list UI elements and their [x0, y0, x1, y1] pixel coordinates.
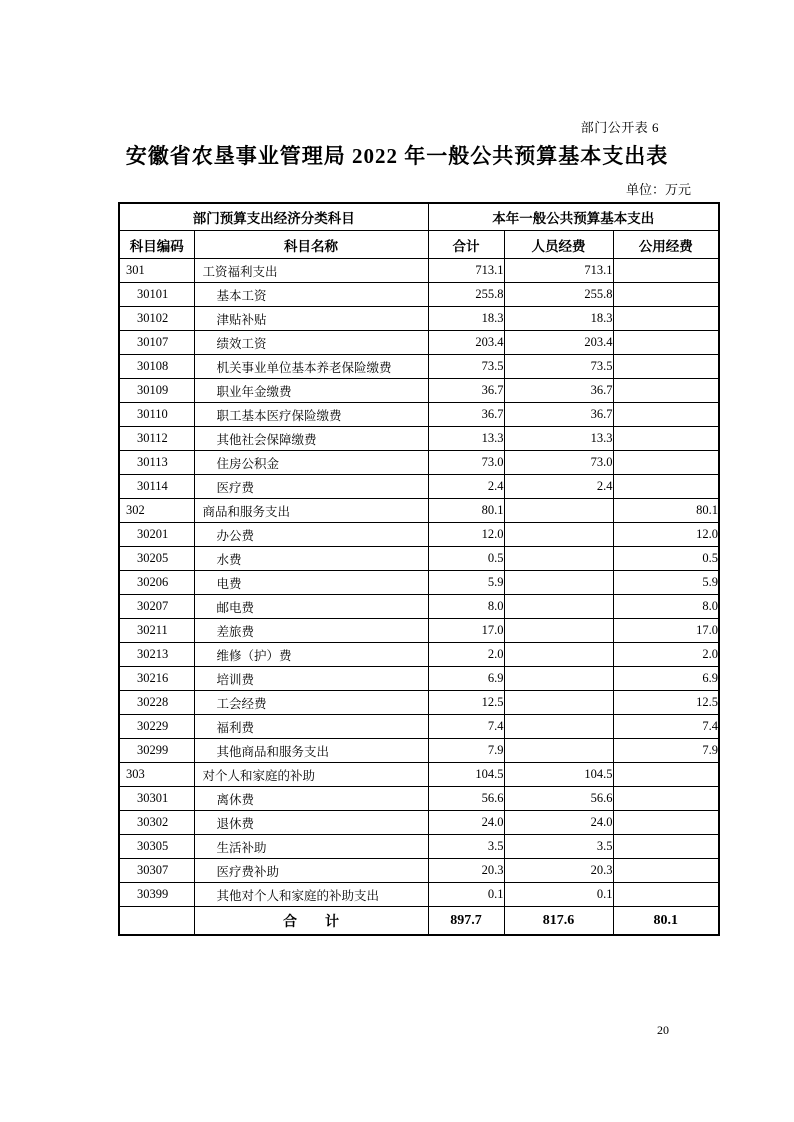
table-caption: 部门公开表 6: [580, 120, 659, 135]
col-header-total: 合计: [428, 231, 504, 259]
cell-total: 8.0: [428, 595, 504, 619]
cell-personnel: 0.1: [504, 883, 613, 907]
cell-public: [613, 259, 719, 283]
cell-subject-code: 30307: [119, 859, 194, 883]
cell-subject-name: 职业年金缴费: [194, 379, 428, 403]
cell-subject-code: 302: [119, 499, 194, 523]
cell-subject-name: 维修（护）费: [194, 643, 428, 667]
table-row: [119, 499, 719, 523]
cell-personnel: [504, 619, 613, 643]
total-row-public: 80.1: [613, 907, 719, 936]
cell-personnel: 36.7: [504, 379, 613, 403]
table-row: [119, 619, 719, 643]
table-row: [119, 643, 719, 667]
table-row: [119, 715, 719, 739]
cell-total: 12.5: [428, 691, 504, 715]
budget-table: [118, 202, 720, 936]
cell-total: 5.9: [428, 571, 504, 595]
cell-subject-code: 30206: [119, 571, 194, 595]
table-row: [119, 355, 719, 379]
cell-subject-code: 30302: [119, 811, 194, 835]
cell-subject-name: 办公费: [194, 523, 428, 547]
page-number: 20: [657, 1023, 669, 1037]
col-header-personnel: 人员经费: [504, 231, 613, 259]
cell-total: 80.1: [428, 499, 504, 523]
table-row: [119, 595, 719, 619]
cell-public: [613, 451, 719, 475]
total-row-total: 897.7: [428, 907, 504, 936]
cell-public: 5.9: [613, 571, 719, 595]
cell-public: [613, 811, 719, 835]
cell-total: 13.3: [428, 427, 504, 451]
cell-public: 2.0: [613, 643, 719, 667]
cell-personnel: 104.5: [504, 763, 613, 787]
table-row: [119, 739, 719, 763]
total-row-label: 合 计: [194, 907, 428, 936]
table-row: [119, 787, 719, 811]
cell-public: 8.0: [613, 595, 719, 619]
cell-subject-name: 退休费: [194, 811, 428, 835]
cell-subject-code: 30112: [119, 427, 194, 451]
cell-personnel: 18.3: [504, 307, 613, 331]
cell-subject-code: 30205: [119, 547, 194, 571]
cell-public: [613, 331, 719, 355]
cell-subject-code: 30109: [119, 379, 194, 403]
cell-subject-code: 30201: [119, 523, 194, 547]
cell-total: 7.4: [428, 715, 504, 739]
cell-personnel: [504, 667, 613, 691]
table-row: [119, 475, 719, 499]
cell-total: 56.6: [428, 787, 504, 811]
cell-subject-name: 工会经费: [194, 691, 428, 715]
cell-subject-name: 培训费: [194, 667, 428, 691]
cell-subject-name: 医疗费: [194, 475, 428, 499]
cell-personnel: [504, 595, 613, 619]
cell-public: [613, 283, 719, 307]
table-row: [119, 547, 719, 571]
cell-personnel: 56.6: [504, 787, 613, 811]
cell-subject-code: 30107: [119, 331, 194, 355]
cell-subject-code: 30229: [119, 715, 194, 739]
cell-public: 7.4: [613, 715, 719, 739]
cell-public: [613, 307, 719, 331]
cell-subject-code: 30211: [119, 619, 194, 643]
table-row: [119, 451, 719, 475]
cell-personnel: 713.1: [504, 259, 613, 283]
cell-total: 0.1: [428, 883, 504, 907]
cell-subject-code: 30113: [119, 451, 194, 475]
cell-public: 80.1: [613, 499, 719, 523]
header-group-budget: 本年一般公共预算基本支出: [428, 203, 719, 231]
cell-total: 20.3: [428, 859, 504, 883]
table-row: [119, 763, 719, 787]
cell-subject-name: 水费: [194, 547, 428, 571]
cell-personnel: 2.4: [504, 475, 613, 499]
cell-subject-name: 基本工资: [194, 283, 428, 307]
cell-personnel: [504, 715, 613, 739]
cell-subject-name: 津贴补贴: [194, 307, 428, 331]
cell-subject-name: 离休费: [194, 787, 428, 811]
cell-subject-code: 30102: [119, 307, 194, 331]
total-row: [119, 907, 719, 936]
header-group-classification: 部门预算支出经济分类科目: [119, 203, 428, 231]
table-row: [119, 835, 719, 859]
col-header-subject-name: 科目名称: [194, 231, 428, 259]
page-title: 安徽省农垦事业管理局 2022 年一般公共预算基本支出表: [125, 144, 669, 168]
cell-total: 73.0: [428, 451, 504, 475]
cell-subject-name: 绩效工资: [194, 331, 428, 355]
cell-public: 17.0: [613, 619, 719, 643]
cell-public: [613, 883, 719, 907]
header-group-row: [119, 203, 719, 231]
cell-subject-code: 30108: [119, 355, 194, 379]
cell-personnel: 203.4: [504, 331, 613, 355]
table-row: [119, 667, 719, 691]
cell-total: 255.8: [428, 283, 504, 307]
total-row-code-cell: [119, 907, 194, 936]
cell-personnel: 73.5: [504, 355, 613, 379]
cell-subject-name: 机关事业单位基本养老保险缴费: [194, 355, 428, 379]
table-row: [119, 883, 719, 907]
cell-subject-code: 30207: [119, 595, 194, 619]
cell-subject-name: 工资福利支出: [194, 259, 428, 283]
table-body: [119, 259, 719, 907]
table-row: [119, 691, 719, 715]
cell-subject-code: 30114: [119, 475, 194, 499]
cell-subject-name: 福利费: [194, 715, 428, 739]
cell-total: 24.0: [428, 811, 504, 835]
cell-subject-name: 职工基本医疗保险缴费: [194, 403, 428, 427]
cell-personnel: [504, 499, 613, 523]
cell-personnel: [504, 547, 613, 571]
cell-personnel: 20.3: [504, 859, 613, 883]
cell-subject-code: 30101: [119, 283, 194, 307]
cell-subject-name: 差旅费: [194, 619, 428, 643]
cell-personnel: 13.3: [504, 427, 613, 451]
cell-personnel: [504, 739, 613, 763]
cell-subject-name: 邮电费: [194, 595, 428, 619]
cell-subject-code: 30399: [119, 883, 194, 907]
cell-total: 2.4: [428, 475, 504, 499]
cell-public: [613, 427, 719, 451]
cell-personnel: [504, 643, 613, 667]
cell-subject-name: 商品和服务支出: [194, 499, 428, 523]
table-row: [119, 283, 719, 307]
cell-subject-code: 30228: [119, 691, 194, 715]
cell-total: 713.1: [428, 259, 504, 283]
cell-total: 17.0: [428, 619, 504, 643]
table-row: [119, 331, 719, 355]
col-header-subject-code: 科目编码: [119, 231, 194, 259]
cell-total: 73.5: [428, 355, 504, 379]
cell-subject-name: 其他商品和服务支出: [194, 739, 428, 763]
cell-subject-name: 医疗费补助: [194, 859, 428, 883]
cell-subject-name: 生活补助: [194, 835, 428, 859]
cell-personnel: 73.0: [504, 451, 613, 475]
table-row: [119, 427, 719, 451]
cell-subject-name: 其他对个人和家庭的补助支出: [194, 883, 428, 907]
cell-subject-code: 30305: [119, 835, 194, 859]
cell-subject-code: 30216: [119, 667, 194, 691]
cell-public: [613, 835, 719, 859]
table-row: [119, 307, 719, 331]
cell-subject-code: 30110: [119, 403, 194, 427]
cell-public: [613, 379, 719, 403]
table-row: [119, 859, 719, 883]
cell-total: 2.0: [428, 643, 504, 667]
cell-subject-name: 其他社会保障缴费: [194, 427, 428, 451]
table-row: [119, 259, 719, 283]
cell-public: [613, 763, 719, 787]
cell-total: 7.9: [428, 739, 504, 763]
cell-subject-code: 30301: [119, 787, 194, 811]
table-row: [119, 523, 719, 547]
cell-total: 36.7: [428, 403, 504, 427]
cell-total: 203.4: [428, 331, 504, 355]
cell-subject-name: 对个人和家庭的补助: [194, 763, 428, 787]
cell-total: 6.9: [428, 667, 504, 691]
cell-public: 12.0: [613, 523, 719, 547]
cell-total: 104.5: [428, 763, 504, 787]
cell-personnel: [504, 523, 613, 547]
cell-total: 3.5: [428, 835, 504, 859]
column-header-row: [119, 231, 719, 259]
cell-public: [613, 787, 719, 811]
cell-public: [613, 355, 719, 379]
cell-personnel: 36.7: [504, 403, 613, 427]
cell-public: 0.5: [613, 547, 719, 571]
cell-total: 18.3: [428, 307, 504, 331]
cell-public: [613, 859, 719, 883]
cell-personnel: 255.8: [504, 283, 613, 307]
cell-subject-name: 电费: [194, 571, 428, 595]
cell-public: 12.5: [613, 691, 719, 715]
cell-subject-code: 30299: [119, 739, 194, 763]
cell-personnel: 3.5: [504, 835, 613, 859]
cell-total: 36.7: [428, 379, 504, 403]
cell-personnel: [504, 571, 613, 595]
cell-total: 0.5: [428, 547, 504, 571]
table-row: [119, 571, 719, 595]
cell-public: [613, 475, 719, 499]
table-row: [119, 811, 719, 835]
cell-total: 12.0: [428, 523, 504, 547]
total-row-personnel: 817.6: [504, 907, 613, 936]
cell-public: [613, 403, 719, 427]
col-header-public: 公用经费: [613, 231, 719, 259]
cell-subject-code: 303: [119, 763, 194, 787]
table-row: [119, 379, 719, 403]
cell-subject-code: 30213: [119, 643, 194, 667]
cell-subject-name: 住房公积金: [194, 451, 428, 475]
unit-note: 单位：万元: [625, 182, 691, 197]
cell-public: 7.9: [613, 739, 719, 763]
cell-personnel: [504, 691, 613, 715]
cell-personnel: 24.0: [504, 811, 613, 835]
cell-subject-code: 301: [119, 259, 194, 283]
cell-public: 6.9: [613, 667, 719, 691]
table-row: [119, 403, 719, 427]
